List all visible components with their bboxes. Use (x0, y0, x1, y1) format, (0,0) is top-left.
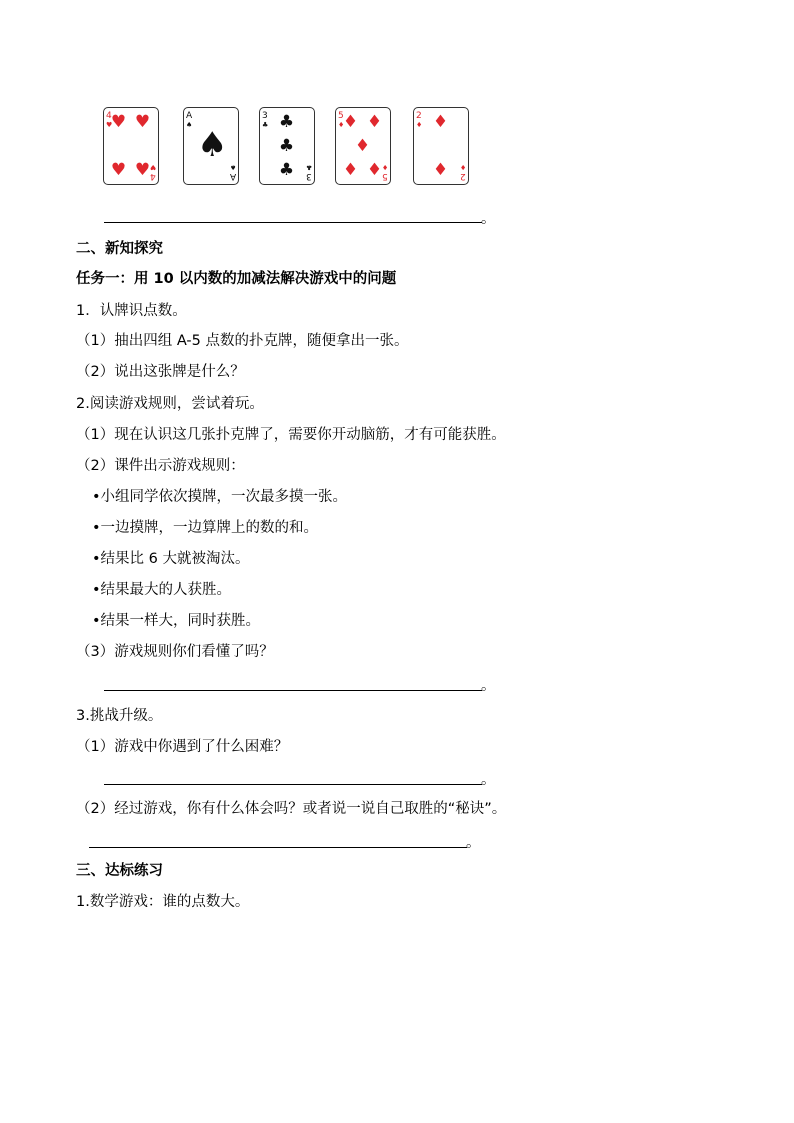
card-rank: 4 (106, 111, 112, 121)
item-3-1: （1）游戏中你遇到了什么困难？ (76, 739, 289, 755)
item-2-1: （1）现在认识这几张扑克牌了，需要你开动脑筋，才有可能获胜。 (76, 427, 506, 443)
rule-4: •结果最大的人获胜。 (92, 582, 232, 598)
heart-icon: ♥ (149, 163, 156, 171)
heart-icon: ♥ (134, 160, 151, 180)
playing-card (335, 107, 391, 185)
answer-blank-cards[interactable] (104, 222, 482, 223)
heart-icon: ♥ (110, 112, 127, 132)
club-icon: ♣ (262, 121, 269, 129)
heart-icon: ♥ (106, 121, 113, 129)
period: 。 (481, 211, 496, 227)
playing-card (413, 107, 469, 185)
card-rank: 4 (150, 171, 156, 181)
answer-blank-secret[interactable] (89, 847, 467, 848)
period: 。 (466, 835, 481, 851)
item-3-2: （2）经过游戏，你有什么体会吗？或者说一说自己取胜的“秘诀”。 (76, 801, 507, 817)
diamond-icon: ♦ (459, 163, 466, 171)
diamond-icon: ♦ (432, 112, 449, 132)
practice-item-1: 1.数学游戏：谁的点数大。 (76, 894, 250, 910)
card-rank: 2 (460, 171, 466, 181)
heart-icon: ♥ (134, 112, 151, 132)
diamond-icon: ♦ (366, 160, 383, 180)
card-rank: 3 (306, 171, 312, 181)
card-rank: 2 (416, 111, 422, 121)
period: 。 (481, 678, 496, 694)
card-rank: 5 (382, 171, 388, 181)
diamond-icon: ♦ (416, 121, 423, 129)
diamond-icon: ♦ (366, 112, 383, 132)
card-rank: 3 (262, 111, 268, 121)
item-2-2: （2）课件出示游戏规则： (76, 458, 245, 474)
rule-3: •结果比 6 大就被淘汰。 (92, 551, 250, 567)
club-icon: ♣ (278, 112, 295, 132)
task-one-heading: 任务一：用 10 以内数的加减法解决游戏中的问题 (76, 271, 397, 287)
answer-blank-difficulty[interactable] (104, 784, 482, 785)
card-rank: A (229, 171, 236, 181)
club-icon: ♣ (305, 163, 312, 171)
spade-icon: ♠ (186, 121, 193, 129)
diamond-icon: ♦ (432, 160, 449, 180)
diamond-icon: ♦ (338, 121, 345, 129)
rule-5: •结果一样大，同时获胜。 (92, 613, 261, 629)
diamond-icon: ♦ (342, 112, 359, 132)
spade-icon: ♠ (197, 125, 228, 165)
item-1-1: （1）抽出四组 A-5 点数的扑克牌，随便拿出一张。 (76, 333, 409, 349)
section-heading-practice: 三、达标练习 (76, 863, 163, 879)
answer-blank-rules[interactable] (104, 690, 482, 691)
card-rank: A (186, 111, 193, 121)
rule-2: •一边摸牌，一边算牌上的数的和。 (92, 520, 319, 536)
playing-card (259, 107, 315, 185)
card-rank: 5 (338, 111, 344, 121)
club-icon: ♣ (278, 160, 295, 180)
item-1-2: （2）说出这张牌是什么？ (76, 364, 245, 380)
item-2: 2.阅读游戏规则，尝试着玩。 (76, 396, 264, 412)
diamond-icon: ♦ (342, 160, 359, 180)
item-1: 1．认牌识点数。 (76, 303, 187, 319)
heart-icon: ♥ (110, 160, 127, 180)
period: 。 (481, 772, 496, 788)
diamond-icon: ♦ (381, 163, 388, 171)
item-2-3: （3）游戏规则你们看懂了吗？ (76, 644, 274, 660)
club-icon: ♣ (278, 136, 295, 156)
spade-icon: ♠ (229, 163, 236, 171)
item-3: 3.挑战升级。 (76, 708, 163, 724)
diamond-icon: ♦ (354, 136, 371, 156)
playing-card (183, 107, 239, 185)
playing-card (103, 107, 159, 185)
rule-1: •小组同学依次摸牌，一次最多摸一张。 (92, 489, 348, 505)
section-heading-new-knowledge: 二、新知探究 (76, 241, 163, 257)
